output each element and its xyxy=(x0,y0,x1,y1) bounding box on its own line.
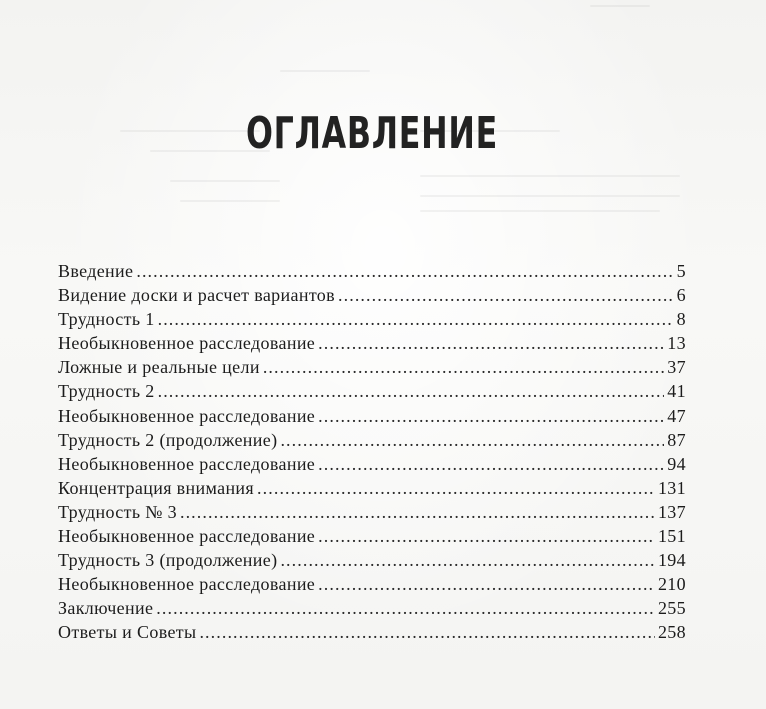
page-title: ОГЛАВЛЕНИЕ xyxy=(246,108,498,159)
show-through-mark xyxy=(170,180,280,182)
toc-entry-page-number: 137 xyxy=(657,501,686,522)
toc-entry-title: Необыкновенное расследование xyxy=(58,574,316,595)
dot-leader xyxy=(136,259,673,283)
toc-entry xyxy=(58,259,686,283)
dot-leader xyxy=(318,524,655,548)
toc-entry xyxy=(58,620,686,644)
toc-entry-page-number: 47 xyxy=(667,405,686,426)
toc-entry-title: Введение xyxy=(58,261,134,281)
toc-entry xyxy=(58,404,686,428)
dot-leader xyxy=(156,596,655,620)
toc-entry-title: Трудность 2 xyxy=(58,381,155,402)
dot-leader xyxy=(158,307,674,331)
toc-entry-page-number: 37 xyxy=(667,357,686,378)
toc-entry-title: Концентрация внимания xyxy=(58,477,255,498)
toc-entry-title: Заключение xyxy=(58,598,154,619)
show-through-mark xyxy=(420,210,660,212)
toc-entry xyxy=(58,572,686,596)
toc-entry-title: Необыкновенное расследование xyxy=(58,333,316,354)
toc-entry xyxy=(58,283,686,307)
toc-entry-page-number: 151 xyxy=(657,526,686,547)
toc-entry-title: Ответы и Советы xyxy=(58,622,197,643)
toc-entry xyxy=(58,331,686,355)
toc-entry-page-number: 5 xyxy=(676,261,686,281)
dot-leader xyxy=(280,428,664,452)
toc-entry xyxy=(58,452,686,476)
toc-entry xyxy=(58,379,686,403)
toc-entry xyxy=(58,524,686,548)
dot-leader xyxy=(318,404,664,428)
dot-leader xyxy=(318,452,664,476)
toc-entry xyxy=(58,476,686,500)
toc-entry-title: Трудность 2 (продолжение) xyxy=(58,429,278,450)
dot-leader xyxy=(199,620,654,644)
dot-leader xyxy=(263,355,664,379)
toc-entry xyxy=(58,596,686,620)
show-through-mark xyxy=(420,175,680,177)
show-through-mark xyxy=(280,70,370,72)
dot-leader xyxy=(338,283,674,307)
toc-entry-page-number: 210 xyxy=(657,574,686,595)
toc-entry-page-number: 6 xyxy=(676,285,686,306)
dot-leader xyxy=(280,548,654,572)
toc-entry xyxy=(58,307,686,331)
table-of-contents xyxy=(58,259,686,645)
toc-entry-page-number: 258 xyxy=(657,622,686,643)
dot-leader xyxy=(180,500,655,524)
toc-entry xyxy=(58,548,686,572)
toc-entry xyxy=(58,500,686,524)
toc-entry-page-number: 194 xyxy=(657,550,686,571)
show-through-mark xyxy=(420,195,680,197)
toc-entry-page-number: 131 xyxy=(657,477,686,498)
toc-entry-title: Трудность 1 xyxy=(58,309,155,330)
toc-entry-title: Необыкновенное расследование xyxy=(58,453,316,474)
toc-entry-title: Трудность № 3 xyxy=(58,501,177,522)
toc-entry-title: Видение доски и расчет вариантов xyxy=(58,285,336,306)
toc-entry-page-number: 13 xyxy=(667,333,686,354)
dot-leader xyxy=(318,331,664,355)
dot-leader xyxy=(257,476,655,500)
toc-entry xyxy=(58,428,686,452)
dot-leader xyxy=(158,379,665,403)
show-through-mark xyxy=(590,5,650,7)
toc-entry-page-number: 41 xyxy=(667,381,686,402)
toc-entry-title: Ложные и реальные цели xyxy=(58,357,260,378)
toc-entry-page-number: 94 xyxy=(667,453,686,474)
toc-entry-page-number: 87 xyxy=(667,429,686,450)
toc-entry xyxy=(58,355,686,379)
show-through-mark xyxy=(180,200,280,202)
dot-leader xyxy=(318,572,655,596)
toc-entry-title: Трудность 3 (продолжение) xyxy=(58,550,278,571)
toc-entry-title: Необыкновенное расследование xyxy=(58,526,316,547)
toc-entry-page-number: 8 xyxy=(676,309,686,330)
toc-entry-title: Необыкновенное расследование xyxy=(58,405,316,426)
toc-entry-page-number: 255 xyxy=(657,598,686,619)
